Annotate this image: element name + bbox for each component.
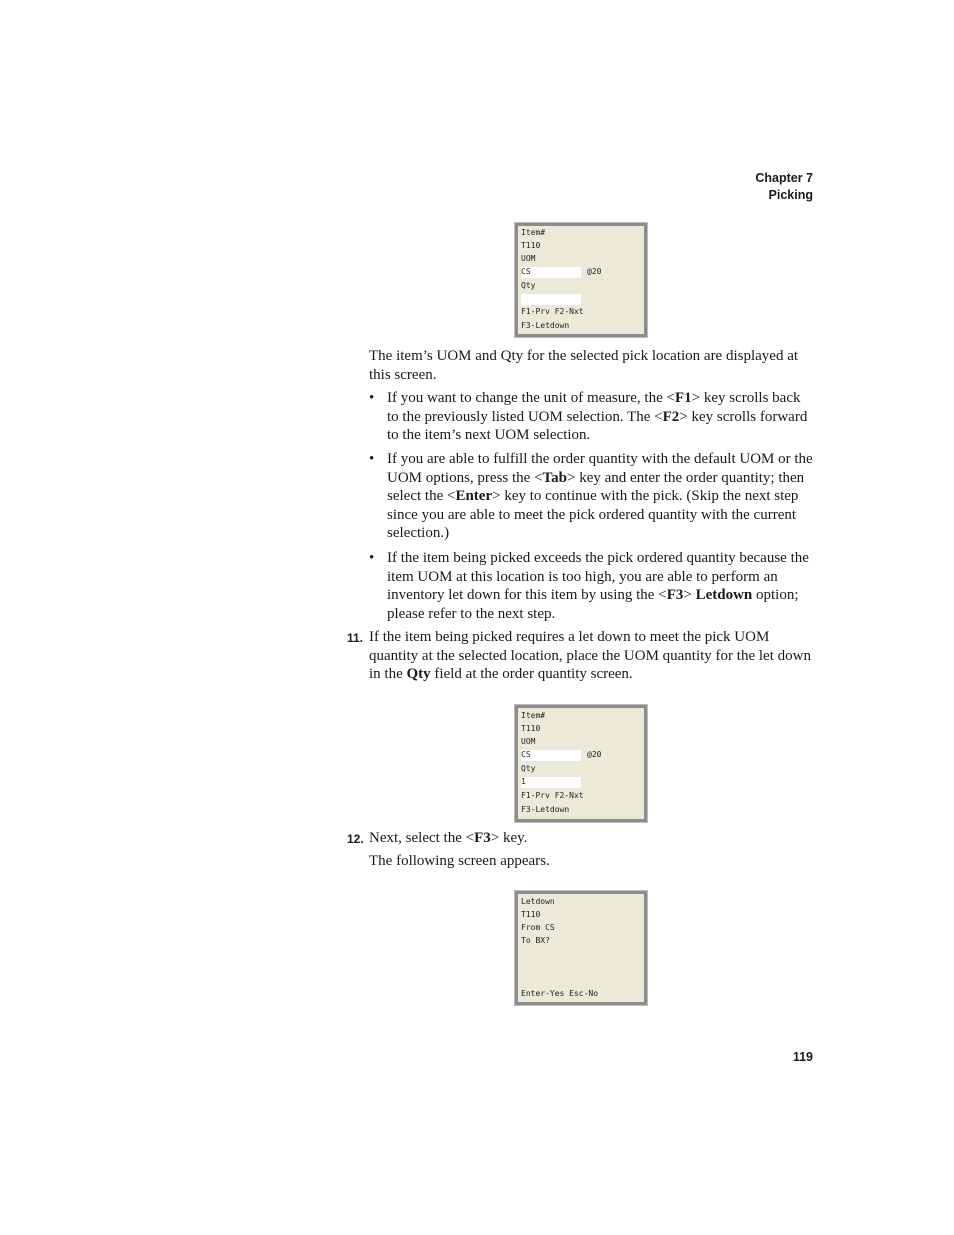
qty-field-value: 1	[521, 777, 526, 786]
screen-from-uom: From CS	[521, 923, 555, 932]
bullet-letdown: If the item being picked exceeds the pick ordered quantity because the item UOM at this location is too high, you are able to perform an inventory let down for this item by using the <F3> Letdown option; please refer to the next step.	[387, 550, 809, 622]
running-header	[755, 170, 813, 204]
screen-qty-label: Qty	[521, 764, 536, 773]
bullet-tab-enter: If you are able to fulfill the order quantity with the default UOM or the UOM options, press the <Tab> key and enter the order quantity; then select the <Enter> key to continue with the pick. (Skip the next step since you are able to meet the pick ordered quantity with the current selection.)	[387, 451, 813, 541]
screen-item-value: T110	[521, 241, 541, 250]
qty-field[interactable]	[521, 777, 581, 788]
screen-to-uom: To BX?	[521, 936, 550, 945]
uom-field-value: CS	[521, 750, 531, 759]
screen-item-value: T110	[521, 910, 541, 919]
uom-field[interactable]	[521, 267, 581, 278]
step-11-number: 11.	[347, 631, 364, 645]
screen-qty-label: Qty	[521, 281, 536, 290]
bullet-symbol: •	[369, 550, 375, 566]
uom-field-value: CS	[521, 267, 531, 276]
qty-field[interactable]	[521, 294, 581, 305]
page-number: 119	[792, 1050, 813, 1064]
screen-item-label: Item#	[521, 711, 546, 720]
handheld-screen-qty	[515, 223, 647, 337]
bullet-symbol: •	[369, 390, 375, 406]
bullet-f1-f2: If you want to change the unit of measure, the <F1> key scrolls back to the previously listed UOM selection. The <F2> key scrolls forward to the item’s next UOM selection.	[387, 390, 808, 443]
screen-fkeys-line1: F1-Prv F2-Nxt	[521, 791, 584, 800]
screen-confirm-keys: Enter-Yes Esc-No	[521, 989, 599, 998]
screen-item-value: T110	[521, 724, 541, 733]
section-label: Picking	[768, 188, 813, 202]
step-12-number: 12.	[347, 832, 364, 846]
screen-fkeys-line2: F3-Letdown	[521, 805, 570, 814]
uom-pack-size: @20	[587, 750, 602, 759]
uom-field[interactable]	[521, 750, 581, 761]
handheld-screen-qty-entered	[515, 705, 647, 822]
screen-fkeys-line1: F1-Prv F2-Nxt	[521, 307, 584, 316]
step-11-text: If the item being picked requires a let down to meet the pick UOM quantity at the selected location, place the UOM quantity for the let down in the Qty field at the order quantity screen.	[369, 629, 811, 682]
step-12-text: Next, select the <F3> key.	[369, 830, 528, 846]
handheld-screen-letdown	[515, 891, 647, 1005]
intro-paragraph: The item’s UOM and Qty for the selected pick location are displayed at this screen.	[369, 348, 799, 383]
following-screen-text: The following screen appears.	[369, 853, 550, 869]
uom-pack-size: @20	[587, 267, 602, 276]
chapter-label: Chapter 7	[755, 171, 813, 185]
screen-letdown-title: Letdown	[521, 897, 555, 906]
screen-uom-label: UOM	[521, 737, 536, 746]
screen-fkeys-line2: F3-Letdown	[521, 321, 570, 330]
screen-uom-label: UOM	[521, 254, 536, 263]
screen-item-label: Item#	[521, 228, 546, 237]
bullet-symbol: •	[369, 451, 375, 467]
